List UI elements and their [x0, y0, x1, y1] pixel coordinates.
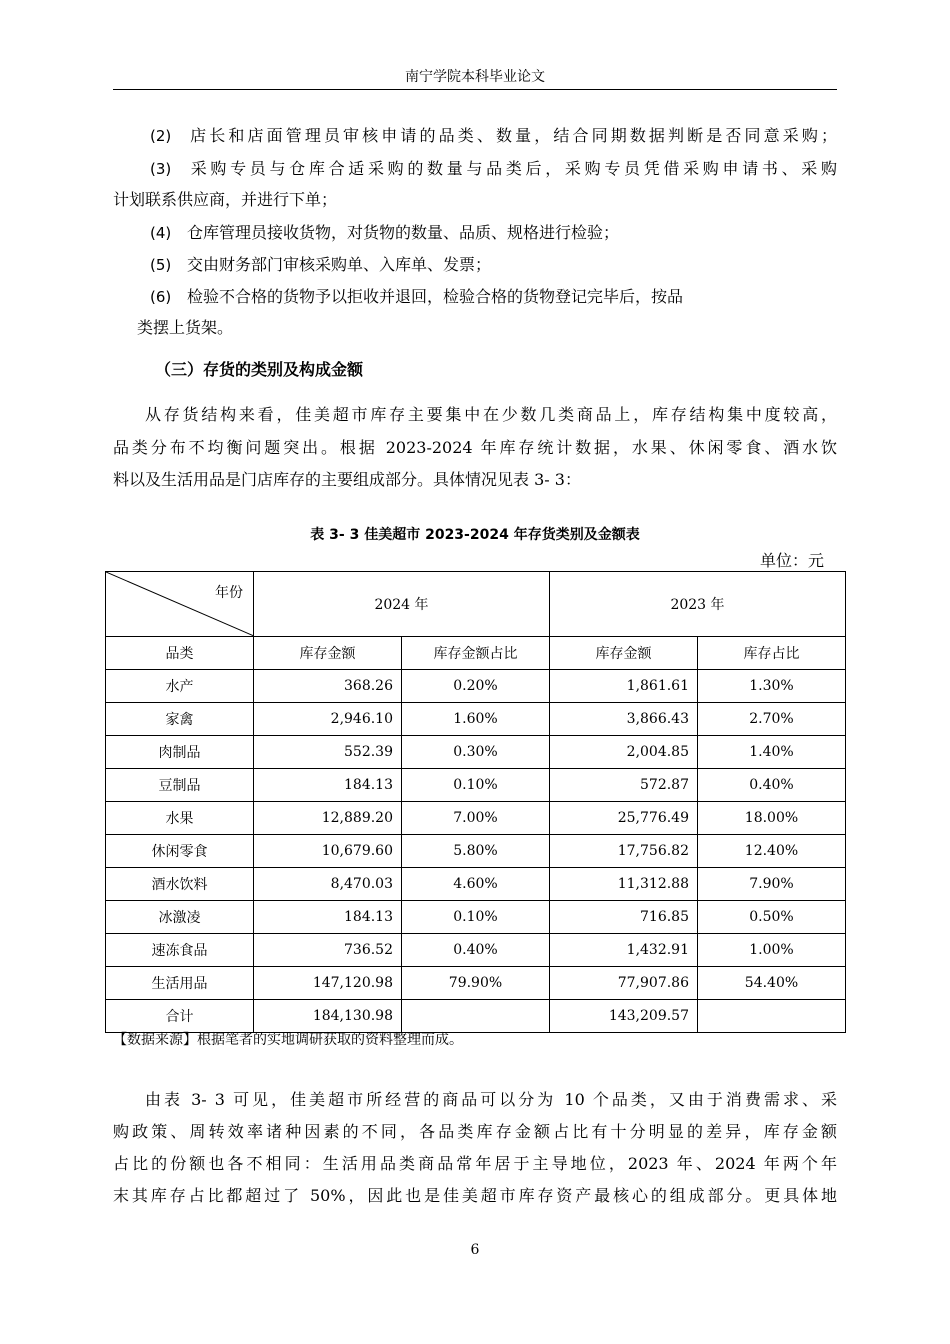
value-cell: 2,004.85: [550, 736, 698, 769]
value-cell: 79.90%: [402, 967, 550, 1000]
step-line: [113, 220, 837, 243]
category-cell: 生活用品: [106, 967, 254, 1000]
value-cell: 12.40%: [698, 835, 846, 868]
category-cell: 水产: [106, 670, 254, 703]
diagonal-header-cell: [106, 572, 254, 637]
value-cell: 4.60%: [402, 868, 550, 901]
step-number: (6): [150, 288, 172, 306]
step-line: [113, 252, 837, 275]
step-number: (4): [150, 224, 172, 242]
table-row: [106, 967, 846, 1000]
category-cell: 水果: [106, 802, 254, 835]
paragraph-line: 购政策、周转效率诸种因素的不同，各品类库存金额占比有十分明显的差异，库存金额: [113, 1122, 837, 1141]
value-cell: 184,130.98: [254, 1000, 402, 1033]
value-cell: 10,679.60: [254, 835, 402, 868]
step-line: [113, 123, 837, 146]
header-rule: [113, 89, 837, 90]
table-row: [106, 835, 846, 868]
column-header: 库存金额占比: [402, 637, 550, 670]
step-text: 仓库管理员接收货物，对货物的数量、品质、规格进行检验；: [187, 223, 620, 242]
table-row: [106, 670, 846, 703]
category-cell: 速冻食品: [106, 934, 254, 967]
table-row: [106, 1000, 846, 1033]
value-cell: 17,756.82: [550, 835, 698, 868]
table-column-header-row: [106, 637, 846, 670]
paragraph-line: 品类分布不均衡问题突出。根据 2023-2024 年库存统计数据，水果、休闲零食、酒水饮: [113, 438, 837, 457]
value-cell: 143,209.57: [550, 1000, 698, 1033]
value-cell: 11,312.88: [550, 868, 698, 901]
value-cell: 1.00%: [698, 934, 846, 967]
paragraph-line: 占比的份额也各不相同：生活用品类商品常年居于主导地位，2023 年、2024 年两个年: [113, 1154, 837, 1173]
category-cell: 合计: [106, 1000, 254, 1033]
table-row: [106, 802, 846, 835]
value-cell: [698, 1000, 846, 1033]
year-header-2023: 2023 年: [550, 572, 846, 637]
step-text: 店长和店面管理员审核申请的品类、数量，结合同期数据判断是否同意采购；: [187, 126, 837, 145]
value-cell: [402, 1000, 550, 1033]
column-header: 品类: [106, 637, 254, 670]
value-cell: 25,776.49: [550, 802, 698, 835]
value-cell: 0.50%: [698, 901, 846, 934]
paragraph-line: 末其库存占比都超过了 50%，因此也是佳美超市库存资产最核心的组成部分。更具体地: [113, 1186, 837, 1205]
value-cell: 147,120.98: [254, 967, 402, 1000]
table-year-row: [106, 572, 846, 637]
value-cell: 5.80%: [402, 835, 550, 868]
table-row: [106, 901, 846, 934]
value-cell: 54.40%: [698, 967, 846, 1000]
step-text: 检验不合格的货物予以拒收并退回，检验合格的货物登记完毕后，按品: [187, 287, 684, 306]
value-cell: 0.40%: [402, 934, 550, 967]
value-cell: 12,889.20: [254, 802, 402, 835]
value-cell: 18.00%: [698, 802, 846, 835]
running-header: 南宁学院本科毕业论文: [405, 69, 545, 85]
paragraph-line: 料以及生活用品是门店库存的主要组成部分。具体情况见表 3- 3：: [113, 470, 581, 489]
value-cell: 1.60%: [402, 703, 550, 736]
column-header: 库存金额: [550, 637, 698, 670]
table-unit: 单位：元: [760, 551, 825, 570]
table-row: [106, 868, 846, 901]
value-cell: 1,432.91: [550, 934, 698, 967]
value-cell: 368.26: [254, 670, 402, 703]
section-heading: （三）存货的类别及构成金额: [155, 360, 364, 379]
category-cell: 休闲零食: [106, 835, 254, 868]
value-cell: 0.40%: [698, 769, 846, 802]
step-number: (5): [150, 256, 172, 274]
value-cell: 184.13: [254, 901, 402, 934]
step-text: 采购专员与仓库合适采购的数量与品类后，采购专员凭借采购申请书、采购: [187, 159, 837, 178]
category-cell: 酒水饮料: [106, 868, 254, 901]
table-title: 表 3- 3 佳美超市 2023-2024 年存货类别及金额表: [310, 527, 640, 543]
value-cell: 1,861.61: [550, 670, 698, 703]
value-cell: 2.70%: [698, 703, 846, 736]
value-cell: 552.39: [254, 736, 402, 769]
column-header: 库存占比: [698, 637, 846, 670]
value-cell: 1.40%: [698, 736, 846, 769]
category-cell: 家禽: [106, 703, 254, 736]
value-cell: 0.30%: [402, 736, 550, 769]
data-source-note: 【数据来源】根据笔者的实地调研获取的资料整理而成。: [113, 1032, 463, 1048]
table-body: [106, 670, 846, 1033]
value-cell: 736.52: [254, 934, 402, 967]
page-number: 6: [470, 1242, 480, 1258]
value-cell: 572.87: [550, 769, 698, 802]
year-header-2024: 2024 年: [254, 572, 550, 637]
column-header: 库存金额: [254, 637, 402, 670]
step-text: 交由财务部门审核采购单、入库单、发票；: [187, 255, 492, 274]
table-row: [106, 703, 846, 736]
step-continuation: 类摆上货架。: [137, 318, 234, 337]
value-cell: 8,470.03: [254, 868, 402, 901]
value-cell: 716.85: [550, 901, 698, 934]
inventory-table: [105, 571, 846, 1033]
category-cell: 肉制品: [106, 736, 254, 769]
paragraph-line: 由表 3- 3 可见，佳美超市所经营的商品可以分为 10 个品类，又由于消费需求、采: [145, 1090, 837, 1109]
value-cell: 0.20%: [402, 670, 550, 703]
step-number: (3): [150, 160, 172, 178]
step-line: [113, 284, 837, 307]
table-row: [106, 769, 846, 802]
step-line: [113, 156, 837, 179]
value-cell: 2,946.10: [254, 703, 402, 736]
category-cell: 豆制品: [106, 769, 254, 802]
value-cell: 7.00%: [402, 802, 550, 835]
value-cell: 3,866.43: [550, 703, 698, 736]
corner-label: 年份: [215, 585, 243, 601]
paragraph-line: 从存货结构来看，佳美超市库存主要集中在少数几类商品上，库存结构集中度较高，: [145, 405, 837, 424]
value-cell: 7.90%: [698, 868, 846, 901]
value-cell: 1.30%: [698, 670, 846, 703]
value-cell: 0.10%: [402, 769, 550, 802]
step-number: (2): [150, 127, 172, 145]
table-row: [106, 736, 846, 769]
value-cell: 0.10%: [402, 901, 550, 934]
value-cell: 184.13: [254, 769, 402, 802]
step-continuation: 计划联系供应商，并进行下单；: [113, 190, 338, 209]
category-cell: 冰激凌: [106, 901, 254, 934]
value-cell: 77,907.86: [550, 967, 698, 1000]
table-row: [106, 934, 846, 967]
